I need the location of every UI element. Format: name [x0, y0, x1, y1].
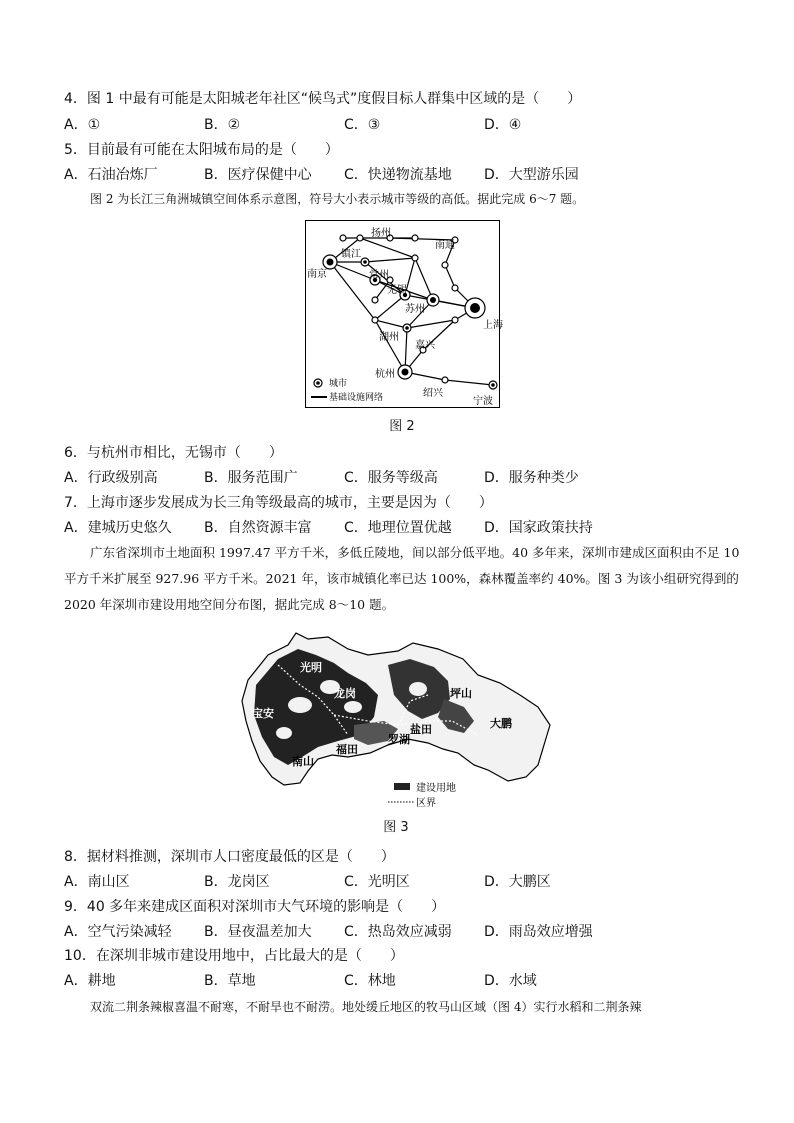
- city-label-nanjing: 南京: [307, 269, 327, 280]
- q8-option-b: B．龙岗区: [204, 874, 270, 890]
- q8-option-c: C．光明区: [344, 874, 410, 890]
- intro-figure-3: [64, 540, 740, 618]
- intro-figure-3-text: 广东省深圳市土地面积 1997.47 平方千米，多低丘陵地，间以部分低平地。40 多年来，深圳市建成区面积由不足 10 平方千米扩展至 927.96 平方千米。2021 年，该市城镇化率已达 100%，森林覆盖率约 40%。图 3 为该小组研究得到的 2020 年深圳市建设用地空间分布图，据此完成 8～10 题。: [64, 545, 740, 612]
- q5-stem: 5．目前最有可能在太阳城布局的是（ ）: [64, 142, 339, 158]
- figure-3-caption: 图 3: [383, 820, 409, 835]
- city-label-ningbo: 宁波: [473, 396, 493, 407]
- city-label-yangzhou: 扬州: [371, 228, 391, 239]
- q10-option-d: D．水域: [484, 973, 537, 989]
- q9-stem: 9．40 多年来建成区面积对深圳市大气环境的影响是（ ）: [64, 899, 446, 915]
- q8-option-a: A．南山区: [64, 874, 130, 890]
- city-label-shaoxing: 绍兴: [423, 388, 443, 399]
- city-label-zhenjiang: 镇江: [341, 249, 361, 260]
- city-label-changzhou: 常州: [369, 270, 389, 281]
- q4-option-c: C．③: [344, 117, 381, 133]
- intro-figure-4: [64, 994, 740, 1020]
- intro-figure-2: [64, 186, 740, 212]
- q4-option-b: B．②: [204, 117, 241, 133]
- q9-option-b: B．昼夜温差加大: [204, 924, 312, 940]
- district-label-luohu: 罗湖: [388, 733, 410, 746]
- q8-stem: 8．据材料推测，深圳市人口密度最低的区是（ ）: [64, 849, 395, 865]
- intro-figure-4-text: 双流二荆条辣椒喜温不耐寒，不耐旱也不耐涝。地处缓丘地区的牧马山区域（图 4）实行水稻和二荆条辣: [90, 1000, 642, 1014]
- q6-option-a: A．行政级别高: [64, 470, 158, 486]
- city-label-jiaxing: 嘉兴: [415, 340, 435, 351]
- q5-option-d: D．大型游乐园: [484, 167, 579, 183]
- q5-option-a: A．石油冶炼厂: [64, 167, 158, 183]
- legend-boundary-label: 区界: [416, 798, 436, 809]
- q4-option-a: A．①: [64, 117, 101, 133]
- q10-option-c: C．林地: [344, 973, 396, 989]
- district-label-dapeng: 大鹏: [490, 717, 512, 730]
- q6-stem: 6．与杭州市相比，无锡市（ ）: [64, 445, 283, 461]
- legend-built-symbol: [394, 783, 410, 790]
- city-label-wuxi: 无锡: [387, 285, 407, 296]
- q9-option-a: A．空气污染减轻: [64, 924, 172, 940]
- q7-stem: 7．上海市逐步发展成为长三角等级最高的城市，主要是因为（ ）: [64, 495, 493, 511]
- city-label-huzhou: 湖州: [379, 332, 399, 343]
- figure-3-legend: [388, 781, 456, 809]
- city-label-suzhou: 苏州: [405, 304, 425, 315]
- city-label-nantong: 南通: [435, 240, 455, 251]
- q6-option-b: B．服务范围广: [204, 470, 298, 486]
- q8-option-d: D．大鹏区: [484, 874, 551, 890]
- legend-network-label: 基础设施网络: [329, 393, 384, 403]
- district-label-pingshan: 坪山: [450, 687, 472, 700]
- q9-option-d: D．雨岛效应增强: [484, 924, 593, 940]
- q6-option-d: D．服务种类少: [484, 470, 579, 486]
- district-label-yantian: 盐田: [410, 723, 432, 736]
- figure-2-caption: 图 2: [389, 419, 415, 434]
- legend-built-label: 建设用地: [416, 783, 456, 794]
- district-label-nanshan: 南山: [292, 755, 314, 768]
- q7-option-d: D．国家政策扶持: [484, 520, 593, 536]
- q6-option-c: C．服务等级高: [344, 470, 438, 486]
- figure-3-shenzhen-map: [238, 625, 554, 810]
- legend-city-label: 城市: [329, 379, 348, 389]
- city-label-hangzhou: 杭州: [375, 369, 395, 380]
- district-label-futian: 福田: [336, 743, 358, 756]
- q10-stem: 10．在深圳非城市建设用地中，占比最大的是（ ）: [64, 948, 404, 964]
- q5-option-b: B．医疗保健中心: [204, 167, 312, 183]
- intro-figure-2-text: 图 2 为长江三角洲城镇空间体系示意图，符号大小表示城市等级的高低。据此完成 6～7 题。: [90, 192, 585, 206]
- legend-city-symbol-dot: [316, 381, 320, 385]
- q4-stem: 4．图 1 中最有可能是太阳城老年社区“候鸟式”度假目标人群集中区域的是（ ）: [64, 91, 582, 107]
- district-label-guangming: 光明: [300, 661, 322, 674]
- figure-2-network-map: [305, 220, 503, 408]
- district-label-baoan: 宝安: [252, 707, 274, 720]
- district-label-longgang: 龙岗: [334, 687, 356, 700]
- q9-option-c: C．热岛效应减弱: [344, 924, 452, 940]
- q7-option-b: B．自然资源丰富: [204, 520, 312, 536]
- city-label-shanghai: 上海: [483, 320, 503, 331]
- q7-option-c: C．地理位置优越: [344, 520, 452, 536]
- q10-option-a: A．耕地: [64, 973, 116, 989]
- q5-option-c: C．快递物流基地: [344, 167, 452, 183]
- q7-option-a: A．建城历史悠久: [64, 520, 172, 536]
- q10-option-b: B．草地: [204, 973, 256, 989]
- q4-option-d: D．④: [484, 117, 522, 133]
